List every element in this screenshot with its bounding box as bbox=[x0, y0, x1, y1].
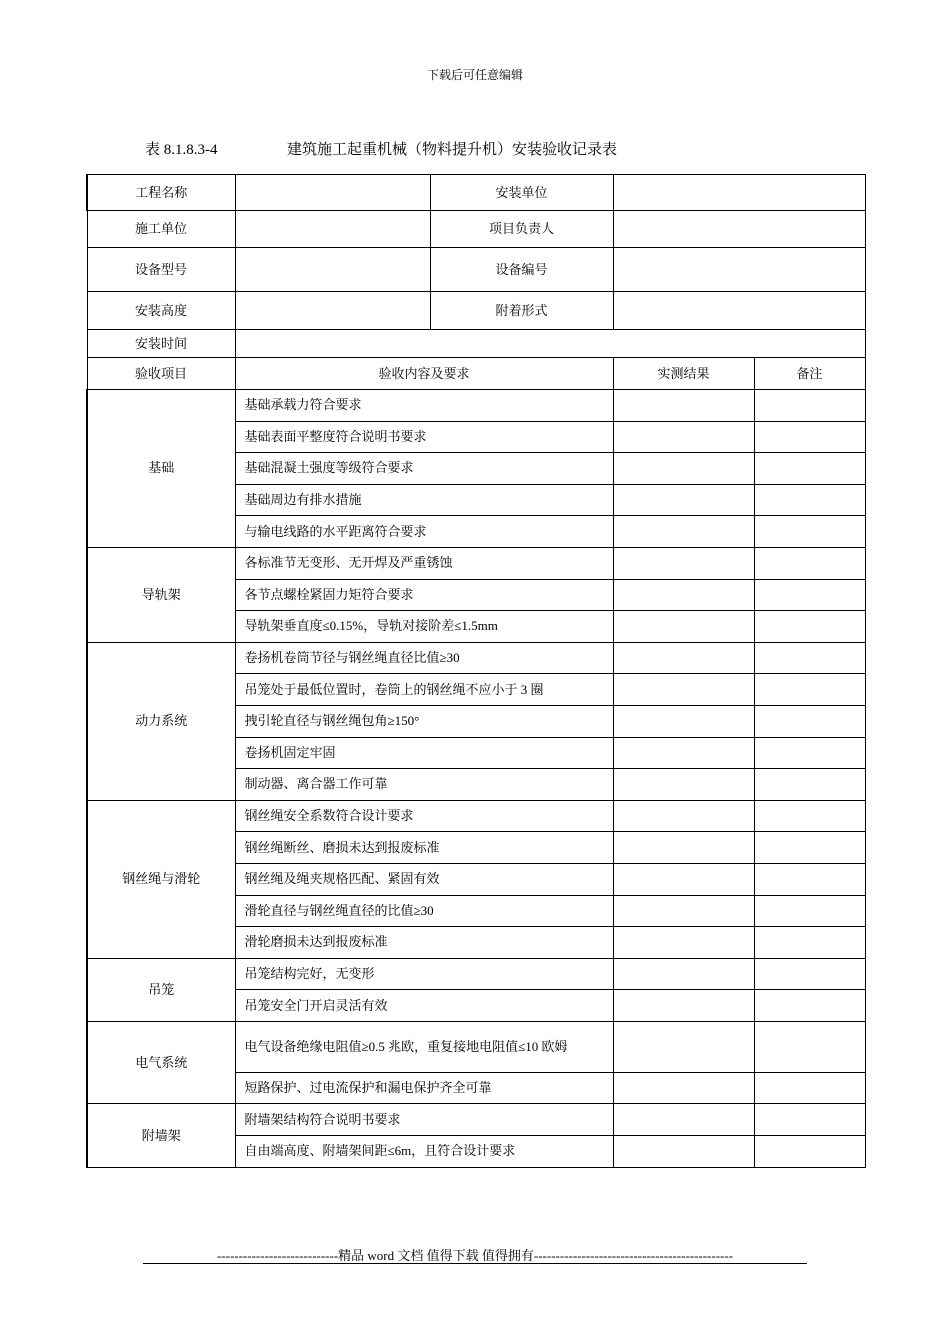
measured-result-cell[interactable] bbox=[613, 863, 754, 895]
inspection-requirement: 滑轮磨损未达到报废标准 bbox=[235, 927, 613, 959]
construction-unit-label: 施工单位 bbox=[87, 211, 235, 248]
column-header-result: 实测结果 bbox=[613, 358, 754, 390]
remark-cell[interactable] bbox=[754, 832, 865, 864]
form-code: 表 8.1.8.3-4 bbox=[145, 142, 218, 158]
inspection-requirement: 自由端高度、附墙架间距≤6m，且符合设计要求 bbox=[235, 1136, 613, 1168]
measured-result-cell[interactable] bbox=[613, 1072, 754, 1104]
remark-cell[interactable] bbox=[754, 927, 865, 959]
remark-cell[interactable] bbox=[754, 800, 865, 832]
measured-result-cell[interactable] bbox=[613, 547, 754, 579]
inspection-requirement: 与输电线路的水平距离符合要求 bbox=[235, 516, 613, 548]
model-field[interactable] bbox=[235, 248, 430, 292]
form-title bbox=[145, 138, 617, 159]
inspection-requirement: 卷扬机卷筒节径与钢丝绳直径比值≥30 bbox=[235, 642, 613, 674]
measured-result-cell[interactable] bbox=[613, 484, 754, 516]
measured-result-cell[interactable] bbox=[613, 674, 754, 706]
measured-result-cell[interactable] bbox=[613, 579, 754, 611]
inspection-requirement: 拽引轮直径与钢丝绳包角≥150° bbox=[235, 705, 613, 737]
measured-result-cell[interactable] bbox=[613, 453, 754, 485]
inspection-requirement: 基础承载力符合要求 bbox=[235, 390, 613, 422]
inspection-requirement: 附墙架结构符合说明书要求 bbox=[235, 1104, 613, 1136]
project-manager-label: 项目负责人 bbox=[430, 211, 613, 248]
inspection-requirement: 吊笼处于最低位置时，卷筒上的钢丝绳不应小于 3 圈 bbox=[235, 674, 613, 706]
project-manager-field[interactable] bbox=[613, 211, 865, 248]
inspection-requirement: 基础周边有排水措施 bbox=[235, 484, 613, 516]
remark-cell[interactable] bbox=[754, 1021, 865, 1072]
height-label: 安装高度 bbox=[87, 292, 235, 330]
column-header-content: 验收内容及要求 bbox=[235, 358, 613, 390]
table-row bbox=[87, 958, 865, 990]
remark-cell[interactable] bbox=[754, 642, 865, 674]
remark-cell[interactable] bbox=[754, 958, 865, 990]
measured-result-cell[interactable] bbox=[613, 421, 754, 453]
inspection-item-name: 附墙架 bbox=[87, 1104, 235, 1167]
install-unit-label: 安装单位 bbox=[430, 175, 613, 211]
remark-cell[interactable] bbox=[754, 390, 865, 422]
inspection-requirement: 卷扬机固定牢固 bbox=[235, 737, 613, 769]
inspection-item-name: 电气系统 bbox=[87, 1021, 235, 1104]
construction-unit-field[interactable] bbox=[235, 211, 430, 248]
inspection-item-name: 吊笼 bbox=[87, 958, 235, 1021]
remark-cell[interactable] bbox=[754, 484, 865, 516]
inspection-requirement: 吊笼结构完好，无变形 bbox=[235, 958, 613, 990]
inspection-item-name: 钢丝绳与滑轮 bbox=[87, 800, 235, 958]
table-row bbox=[87, 800, 865, 832]
remark-cell[interactable] bbox=[754, 1072, 865, 1104]
inspection-requirement: 吊笼安全门开启灵活有效 bbox=[235, 990, 613, 1022]
measured-result-cell[interactable] bbox=[613, 642, 754, 674]
measured-result-cell[interactable] bbox=[613, 1136, 754, 1168]
measured-result-cell[interactable] bbox=[613, 390, 754, 422]
inspection-requirement: 钢丝绳及绳夹规格匹配、紧固有效 bbox=[235, 863, 613, 895]
table-row bbox=[87, 1021, 865, 1072]
measured-result-cell[interactable] bbox=[613, 990, 754, 1022]
measured-result-cell[interactable] bbox=[613, 705, 754, 737]
measured-result-cell[interactable] bbox=[613, 895, 754, 927]
footer-divider bbox=[143, 1263, 807, 1264]
inspection-requirement: 钢丝绳安全系数符合设计要求 bbox=[235, 800, 613, 832]
project-name-field[interactable] bbox=[235, 175, 430, 211]
table-row bbox=[87, 1104, 865, 1136]
time-label: 安装时间 bbox=[87, 330, 235, 358]
serial-field[interactable] bbox=[613, 248, 865, 292]
inspection-item-name: 导轨架 bbox=[87, 547, 235, 642]
measured-result-cell[interactable] bbox=[613, 927, 754, 959]
remark-cell[interactable] bbox=[754, 516, 865, 548]
remark-cell[interactable] bbox=[754, 990, 865, 1022]
footer-note: ----------------------------精品 word 文档 值得下载 值得拥有---------------------------------------------- bbox=[216, 1248, 734, 1263]
table-row bbox=[87, 547, 865, 579]
acceptance-table bbox=[86, 174, 866, 1168]
measured-result-cell[interactable] bbox=[613, 832, 754, 864]
remark-cell[interactable] bbox=[754, 863, 865, 895]
measured-result-cell[interactable] bbox=[613, 1021, 754, 1072]
measured-result-cell[interactable] bbox=[613, 516, 754, 548]
inspection-requirement: 制动器、离合器工作可靠 bbox=[235, 769, 613, 801]
inspection-item-name: 基础 bbox=[87, 390, 235, 548]
remark-cell[interactable] bbox=[754, 705, 865, 737]
remark-cell[interactable] bbox=[754, 579, 865, 611]
time-field[interactable] bbox=[235, 330, 865, 358]
column-header-item: 验收项目 bbox=[87, 358, 235, 390]
measured-result-cell[interactable] bbox=[613, 769, 754, 801]
remark-cell[interactable] bbox=[754, 1136, 865, 1168]
header-note: 下载后可任意编辑 bbox=[426, 68, 523, 82]
measured-result-cell[interactable] bbox=[613, 800, 754, 832]
inspection-requirement: 钢丝绳断丝、磨损未达到报废标准 bbox=[235, 832, 613, 864]
inspection-item-name: 动力系统 bbox=[87, 642, 235, 800]
measured-result-cell[interactable] bbox=[613, 958, 754, 990]
remark-cell[interactable] bbox=[754, 895, 865, 927]
measured-result-cell[interactable] bbox=[613, 737, 754, 769]
inspection-requirement: 电气设备绝缘电阻值≥0.5 兆欧，重复接地电阻值≤10 欧姆 bbox=[235, 1021, 613, 1072]
remark-cell[interactable] bbox=[754, 769, 865, 801]
table-row bbox=[87, 642, 865, 674]
attach-label: 附着形式 bbox=[430, 292, 613, 330]
inspection-requirement: 基础混凝土强度等级符合要求 bbox=[235, 453, 613, 485]
remark-cell[interactable] bbox=[754, 421, 865, 453]
inspection-requirement: 滑轮直径与钢丝绳直径的比值≥30 bbox=[235, 895, 613, 927]
measured-result-cell[interactable] bbox=[613, 1104, 754, 1136]
remark-cell[interactable] bbox=[754, 674, 865, 706]
form-name: 建筑施工起重机械（物料提升机）安装验收记录表 bbox=[287, 142, 618, 158]
column-header-remark: 备注 bbox=[754, 358, 865, 390]
inspection-requirement: 短路保护、过电流保护和漏电保护齐全可靠 bbox=[235, 1072, 613, 1104]
serial-label: 设备编号 bbox=[430, 248, 613, 292]
remark-cell[interactable] bbox=[754, 547, 865, 579]
install-unit-field[interactable] bbox=[613, 175, 865, 211]
inspection-requirement: 基础表面平整度符合说明书要求 bbox=[235, 421, 613, 453]
remark-cell[interactable] bbox=[754, 737, 865, 769]
remark-cell[interactable] bbox=[754, 453, 865, 485]
inspection-requirement: 导轨架垂直度≤0.15%，导轨对接阶差≤1.5mm bbox=[235, 611, 613, 643]
model-label: 设备型号 bbox=[87, 248, 235, 292]
attach-field[interactable] bbox=[613, 292, 865, 330]
measured-result-cell[interactable] bbox=[613, 611, 754, 643]
table-row bbox=[87, 390, 865, 422]
inspection-requirement: 各节点螺栓紧固力矩符合要求 bbox=[235, 579, 613, 611]
project-name-label: 工程名称 bbox=[87, 175, 235, 211]
remark-cell[interactable] bbox=[754, 1104, 865, 1136]
inspection-requirement: 各标准节无变形、无开焊及严重锈蚀 bbox=[235, 547, 613, 579]
height-field[interactable] bbox=[235, 292, 430, 330]
remark-cell[interactable] bbox=[754, 611, 865, 643]
